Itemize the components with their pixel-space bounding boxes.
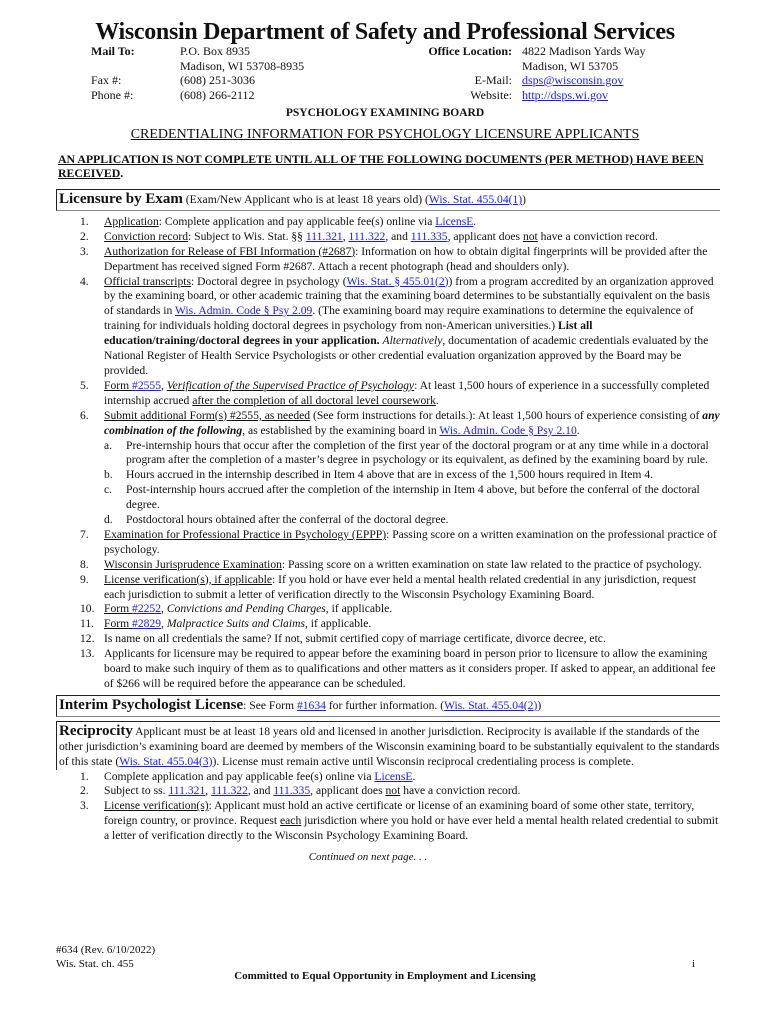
item-number: 12. — [80, 632, 95, 646]
item-number: 5. — [80, 378, 89, 392]
text-segment: , — [161, 602, 167, 616]
text-segment: List all education/training/doctoral degrees in your application. — [104, 319, 593, 348]
item-text — [104, 617, 371, 630]
page-number: i — [692, 958, 696, 970]
website-label: Website: — [470, 87, 512, 102]
section-heading-interim — [56, 695, 720, 717]
list-item — [56, 647, 720, 692]
list-item — [56, 799, 720, 844]
item-number: 2. — [80, 229, 89, 243]
list-item — [56, 379, 720, 409]
text-segment: : Subject to Wis. Stat. §§ — [188, 229, 306, 243]
text-segment: . — [576, 423, 580, 437]
item-text — [104, 784, 520, 797]
text-segment: Applicants for licensure may be required to appear before the examining board in person prior to licensure to allow the examining board to make such inquiry of them as to qualifications and other matters as it considers proper. If asked to appear, an additional fee of $266 will be required before the appearance can be scheduled. — [104, 647, 716, 690]
text-segment: after the completion of all doctoral level coursework — [192, 393, 436, 407]
item-number: 2. — [80, 784, 89, 798]
fax-label: Fax #: — [91, 73, 122, 87]
completion-warning — [58, 152, 718, 180]
sub-item-text: Postdoctoral hours obtained after the conferral of the doctoral degree. — [126, 513, 449, 527]
text-segment: have a conviction record. — [400, 784, 521, 798]
exam-intro — [183, 193, 526, 206]
text-segment: Is name on all credentials the same? If not, submit certified copy of marriage certificate, divorce decree, etc. — [104, 632, 606, 646]
text-segment: : Doctoral degree in psychology ( — [191, 274, 347, 288]
email-label: E-Mail: — [474, 73, 512, 87]
text-segment: any combination of the following — [104, 408, 720, 437]
form-revision: #634 (Rev. 6/10/2022) — [56, 944, 156, 956]
link[interactable]: Wis. Stat. 455.04(3) — [119, 754, 213, 768]
text-segment: , applicant does — [447, 229, 523, 243]
office-line-1: 4822 Madison Yards Way — [522, 44, 646, 58]
fax-number: (608) 251-3036 — [180, 73, 255, 87]
item-text — [104, 230, 658, 243]
office-line-2: Madison, WI 53705 — [522, 58, 619, 73]
text-segment: Malpractice Suits and Claims — [166, 617, 305, 631]
item-number: 13. — [80, 647, 95, 661]
text-segment: : See Form — [243, 698, 297, 712]
list-item — [56, 215, 720, 230]
item-number: 3. — [80, 244, 89, 258]
item-number: 1. — [80, 214, 89, 228]
interim-intro — [243, 699, 541, 712]
item-number: 4. — [80, 274, 89, 288]
email-link[interactable]: dsps@wisconsin.gov — [522, 73, 624, 87]
link[interactable]: 111.321 — [305, 229, 343, 243]
continued-note: Continued on next page. . . — [308, 851, 428, 864]
link[interactable]: #2252 — [132, 602, 162, 616]
sub-item-text: Post-internship hours accrued after the completion of the internship in Item 4 above, but before the conferral of the doctoral degree. — [126, 483, 700, 512]
text-segment: (See form instructions for details.): At least 1,500 hours of experience consisting of — [310, 408, 703, 422]
text-segment: , documentation of academic credentials evaluated by the National Register of Health Service Psychologists or other credential evaluation organization approved by the Board may be provided. — [104, 334, 709, 377]
item-number: 3. — [80, 799, 89, 813]
text-segment: , — [205, 784, 212, 798]
section-heading-exam — [56, 189, 720, 211]
reciprocity-intro — [59, 722, 720, 768]
text-segment: Alternatively — [382, 334, 443, 348]
item-text — [104, 245, 707, 273]
reciprocity-heading: Reciprocity — [59, 722, 133, 739]
text-segment: Complete application and pay applicable fee(s) online via — [104, 769, 375, 783]
text-segment: Subject to ss. — [104, 784, 169, 798]
item-number: 9. — [80, 572, 89, 586]
sub-item-letter: c. — [104, 483, 113, 497]
text-segment: License verification(s) — [104, 799, 209, 813]
item-number: 7. — [80, 527, 89, 541]
text-segment: Conviction record — [104, 229, 189, 243]
link[interactable]: LicensE — [374, 769, 413, 783]
exam-requirements-list — [56, 215, 720, 692]
page-title: Wisconsin Department of Safety and Professional Services — [95, 19, 675, 45]
link[interactable]: LicensE — [435, 214, 474, 228]
text-segment: ). License must remain active until Wisconsin reciprocal credentialing process is complete. — [212, 754, 634, 768]
text-segment: . — [435, 393, 439, 407]
item-number: 6. — [80, 408, 89, 422]
list-item — [56, 245, 720, 275]
mail-label: Mail To: — [91, 44, 135, 58]
text-segment: not — [522, 229, 538, 243]
list-item — [56, 528, 720, 558]
item-number: 11. — [80, 617, 95, 631]
text-segment: Form — [104, 617, 133, 631]
link[interactable]: 111.322 — [211, 784, 248, 798]
item-text — [104, 379, 709, 407]
link[interactable]: Wis. Stat. § 455.01(2) — [346, 274, 449, 288]
sub-list-item — [56, 439, 720, 469]
sub-list-item — [56, 468, 720, 483]
text-segment: , and — [247, 784, 274, 798]
text-segment: ) — [537, 698, 542, 712]
text-segment: , and — [385, 229, 411, 243]
list-item — [56, 573, 720, 603]
sub-list-item — [56, 483, 720, 513]
list-item — [56, 230, 720, 245]
text-segment: . (The examining board may require examinations to determine the equivalence of training for individuals holding doctoral degrees in psychology from non-American universities.) — [104, 304, 694, 333]
link[interactable]: 111.335 — [410, 229, 448, 243]
text-segment: Submit additional Form(s) #2555, as needed — [104, 408, 311, 422]
text-segment: , — [161, 378, 167, 392]
text-segment: : At least 1,500 hours of experience in a successfully completed internship accrued — [104, 378, 710, 407]
link[interactable]: Wis. Admin. Code § Psy 2.09 — [174, 304, 313, 318]
footer-form-info — [56, 943, 155, 971]
statute-reference: Wis. Stat. ch. 455 — [56, 958, 134, 970]
text-segment: have a conviction record. — [537, 229, 658, 243]
link[interactable]: 111.322 — [348, 229, 386, 243]
item-text — [104, 573, 696, 601]
list-item — [56, 602, 720, 617]
footer-motto: Committed to Equal Opportunity in Employment and Licensing — [234, 970, 536, 982]
warning-text: AN APPLICATION IS NOT COMPLETE UNTIL ALL OF THE FOLLOWING DOCUMENTS (PER METHOD) HAVE BEEN RECEIVED — [58, 152, 704, 180]
warning-period: . — [120, 166, 124, 180]
text-segment: (Exam/New Applicant who is at least 18 years old) ( — [182, 193, 429, 206]
link[interactable]: 111.335 — [273, 784, 311, 798]
text-segment: : Passing score on a written examination on the professional practice of psychology. — [104, 527, 717, 556]
list-item — [56, 784, 720, 799]
item-text — [104, 632, 606, 645]
text-segment: each — [280, 814, 302, 828]
item-text — [104, 275, 714, 377]
item-text — [104, 409, 720, 437]
text-segment: Convictions and Pending Charges — [166, 602, 326, 616]
item-text — [104, 558, 702, 571]
office-block — [400, 44, 646, 102]
item-text — [104, 799, 718, 842]
document-subtitle: CREDENTIALING INFORMATION FOR PSYCHOLOGY LICENSURE APPLICANTS — [130, 127, 640, 142]
list-item — [56, 275, 720, 379]
sub-item-letter: d. — [104, 513, 113, 527]
sub-list-item — [56, 513, 720, 528]
phone-number: (608) 266-2112 — [180, 87, 255, 102]
text-segment: : Information on how to obtain digital fingerprints will be provided after the Department has received signed Form #2687. Attach a recent photograph (head and shoulders only). — [104, 244, 708, 273]
item-number: 10. — [80, 602, 95, 616]
mail-line-1: P.O. Box 8935 — [180, 44, 251, 58]
text-segment: Applicant must be at least 18 years old and licensed in another jurisdiction. Reciprocity is available if the standards of the other jurisdiction’s examining board are deemed by members of the Wisconsin examining board to be substantially equivalent to the standards of this state ( — [59, 724, 720, 768]
text-segment: , as established by the examining board in — [242, 423, 440, 437]
text-segment: : Applicant must hold an active certificate or license of an examining board of some other state, territory, foreign country, or province. Request — [104, 799, 695, 828]
link[interactable]: Wis. Stat. 455.04(2) — [444, 698, 538, 712]
interim-heading: Interim Psychologist License — [59, 696, 244, 713]
text-segment: License verification(s), if applicable — [104, 572, 273, 586]
link[interactable]: Wis. Admin. Code § Psy 2.10 — [439, 423, 577, 437]
list-item — [56, 617, 720, 632]
text-segment: ) from a program accredited by an organization approved by the examining board, or other academic training that the examining board determines to be substantially equivalent on the basis of standards in — [104, 274, 714, 318]
mail-block — [91, 44, 304, 102]
text-segment: for further information. ( — [325, 698, 445, 712]
mail-line-2: Madison, WI 53708-8935 — [180, 58, 305, 73]
website-link[interactable]: http://dsps.wi.gov — [522, 87, 609, 102]
item-text — [104, 528, 717, 556]
phone-label: Phone #: — [91, 87, 134, 102]
text-segment: . — [473, 214, 477, 228]
text-segment: : Passing score on a written examination on state law related to the practice of psychology. — [281, 557, 702, 571]
sub-item-letter: b. — [104, 468, 113, 482]
text-segment: ) — [522, 193, 527, 206]
text-segment: , applicant does — [310, 784, 386, 798]
text-segment: Application — [104, 214, 159, 228]
text-segment: Official transcripts — [104, 274, 192, 288]
text-segment: , if applicable. — [325, 602, 393, 616]
list-item — [56, 409, 720, 439]
item-number: 1. — [80, 769, 89, 783]
text-segment: , if applicable. — [304, 617, 372, 631]
office-label: Office Location: — [428, 44, 512, 58]
link[interactable]: #2555 — [132, 378, 162, 392]
text-segment: Authorization for Release of FBI Information (#2687) — [104, 244, 356, 258]
text-segment: , — [342, 229, 349, 243]
list-item — [56, 770, 720, 785]
text-segment: : If you hold or have ever held a mental health related credential in any jurisdiction, request each jurisdiction to submit a letter of verification directly to the Wisconsin Psychology Examining Board. — [104, 572, 697, 601]
text-segment: Verification of the Supervised Practice of Psychology — [166, 378, 415, 392]
text-segment: Wisconsin Jurisprudence Examination — [104, 557, 282, 571]
item-text — [104, 647, 716, 690]
text-segment: Examination for Professional Practice in Psychology (EPPP) — [104, 527, 387, 541]
text-segment: Form — [104, 378, 133, 392]
text-segment: . — [412, 769, 416, 783]
text-segment: , — [161, 617, 167, 631]
link[interactable]: Wis. Stat. 455.04(1) — [428, 193, 523, 206]
text-segment: Form — [104, 602, 133, 616]
list-item — [56, 558, 720, 573]
text-segment: not — [385, 784, 401, 798]
link[interactable]: 111.321 — [168, 784, 206, 798]
text-segment: : Complete application and pay applicable fee(s) online via — [158, 214, 436, 228]
text-segment: jurisdiction where you hold or have ever held a mental health related credential to submit a letter of verification directly to the Wisconsin Psychology Examining Board. — [104, 814, 719, 843]
board-name: PSYCHOLOGY EXAMINING BOARD — [285, 107, 485, 119]
section-reciprocity — [56, 721, 720, 770]
link[interactable]: #1634 — [296, 698, 326, 712]
sub-item-letter: a. — [104, 438, 113, 452]
item-text — [104, 770, 415, 783]
item-text — [104, 215, 476, 228]
reciprocity-requirements-list — [56, 770, 720, 845]
item-text — [104, 602, 392, 615]
list-item — [56, 632, 720, 647]
exam-heading: Licensure by Exam — [59, 191, 183, 207]
item-number: 8. — [80, 557, 89, 571]
document-body — [56, 189, 720, 865]
sub-item-text: Hours accrued in the internship described in Item 4 above that are in excess of the 1,500 hours required in Item 4. — [126, 468, 654, 482]
link[interactable]: #2829 — [132, 617, 162, 631]
sub-item-text: Pre-internship hours that occur after the completion of the first year of the doctoral program or at any time while in a doctoral program after the completion of a master’s degree in psychology or its equivalent, as defined by the examining board by rule. — [126, 438, 709, 467]
